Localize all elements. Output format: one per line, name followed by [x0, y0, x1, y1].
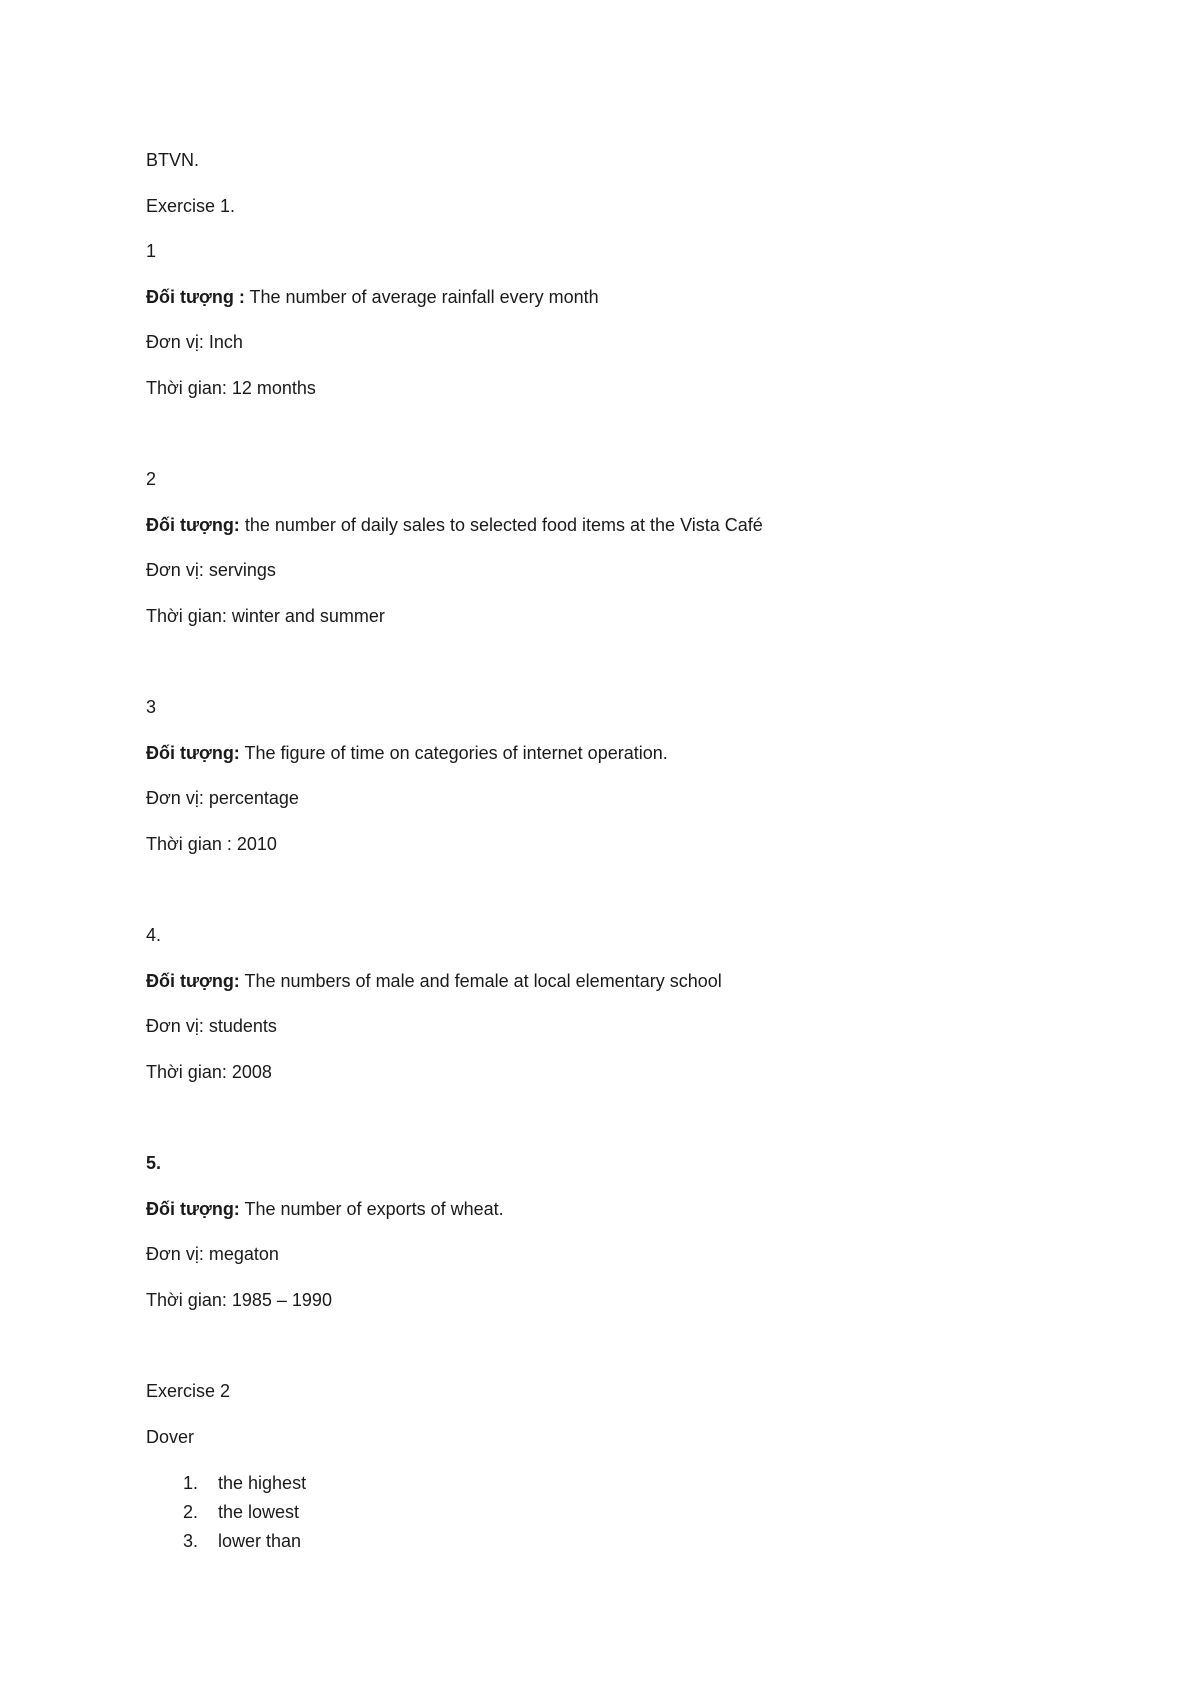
- unit-value: percentage: [208, 788, 299, 808]
- time-label: Thời gian:: [146, 1290, 227, 1310]
- item-3-time: [146, 833, 277, 855]
- item-2-unit: [146, 559, 276, 581]
- unit-label: Đơn vị:: [146, 560, 204, 580]
- item-3-unit: [146, 787, 299, 809]
- item-5-number: [146, 1152, 161, 1174]
- time-value: 12 months: [231, 378, 316, 398]
- item-2-subject: [146, 514, 763, 536]
- item-2-time: [146, 605, 385, 627]
- item-5-unit: [146, 1243, 279, 1265]
- subject-value: The numbers of male and female at local elementary school: [244, 971, 722, 991]
- exercise2-subtitle: Dover: [146, 1427, 195, 1447]
- subject-label: Đối tượng:: [146, 515, 240, 535]
- list-item: [0, 1472, 600, 1494]
- subject-label: Đối tượng:: [146, 743, 240, 763]
- subject-label: Đối tượng:: [146, 971, 240, 991]
- time-label: Thời gian:: [146, 606, 227, 626]
- time-value: 1985 – 1990: [231, 1290, 332, 1310]
- subject-value: the number of daily sales to selected food items at the Vista Café: [244, 515, 763, 535]
- exercise1-title: Exercise 1.: [146, 196, 236, 216]
- item-4-unit: [146, 1015, 277, 1037]
- item-4-time: [146, 1061, 272, 1083]
- item-4-subject: [146, 970, 722, 992]
- time-label: Thời gian:: [146, 1062, 227, 1082]
- unit-value: Inch: [208, 332, 243, 352]
- subject-value: The number of average rainfall every month: [249, 287, 599, 307]
- unit-label: Đơn vị:: [146, 332, 204, 352]
- list-item: [0, 1530, 600, 1552]
- item-5-subject: [146, 1198, 504, 1220]
- item-5-number-text: 5.: [146, 1153, 162, 1173]
- list-item-number: 1.: [183, 1473, 199, 1493]
- list-item-text: the lowest: [218, 1502, 300, 1522]
- exercise2-title: Exercise 2: [146, 1381, 231, 1401]
- unit-label: Đơn vị:: [146, 788, 204, 808]
- list-item-text: the highest: [218, 1473, 307, 1493]
- list-item-number: 2.: [183, 1502, 199, 1522]
- item-3-number: 3: [146, 697, 157, 717]
- unit-value: megaton: [208, 1244, 279, 1264]
- document-heading: BTVN.: [146, 150, 200, 170]
- item-2-number: 2: [146, 469, 157, 489]
- subject-value: The number of exports of wheat.: [244, 1199, 504, 1219]
- item-1-number: 1: [146, 241, 157, 261]
- item-1-unit: [146, 331, 243, 353]
- item-3-subject: [146, 742, 668, 764]
- list-item-text: lower than: [218, 1531, 302, 1551]
- time-label: Thời gian:: [146, 378, 227, 398]
- item-4-number: 4.: [146, 925, 162, 945]
- list-item-number: 3.: [183, 1531, 199, 1551]
- time-value: 2008: [231, 1062, 272, 1082]
- unit-label: Đơn vị:: [146, 1244, 204, 1264]
- list-item: [0, 1501, 600, 1523]
- item-5-time: [146, 1289, 332, 1311]
- time-value: 2010: [236, 834, 277, 854]
- item-1-time: [146, 377, 316, 399]
- subject-value: The figure of time on categories of internet operation.: [244, 743, 668, 763]
- time-label: Thời gian :: [146, 834, 232, 854]
- item-1-subject: [146, 286, 599, 308]
- subject-label: Đối tượng :: [146, 287, 245, 307]
- unit-value: servings: [208, 560, 276, 580]
- unit-label: Đơn vị:: [146, 1016, 204, 1036]
- subject-label: Đối tượng:: [146, 1199, 240, 1219]
- unit-value: students: [208, 1016, 277, 1036]
- time-value: winter and summer: [231, 606, 385, 626]
